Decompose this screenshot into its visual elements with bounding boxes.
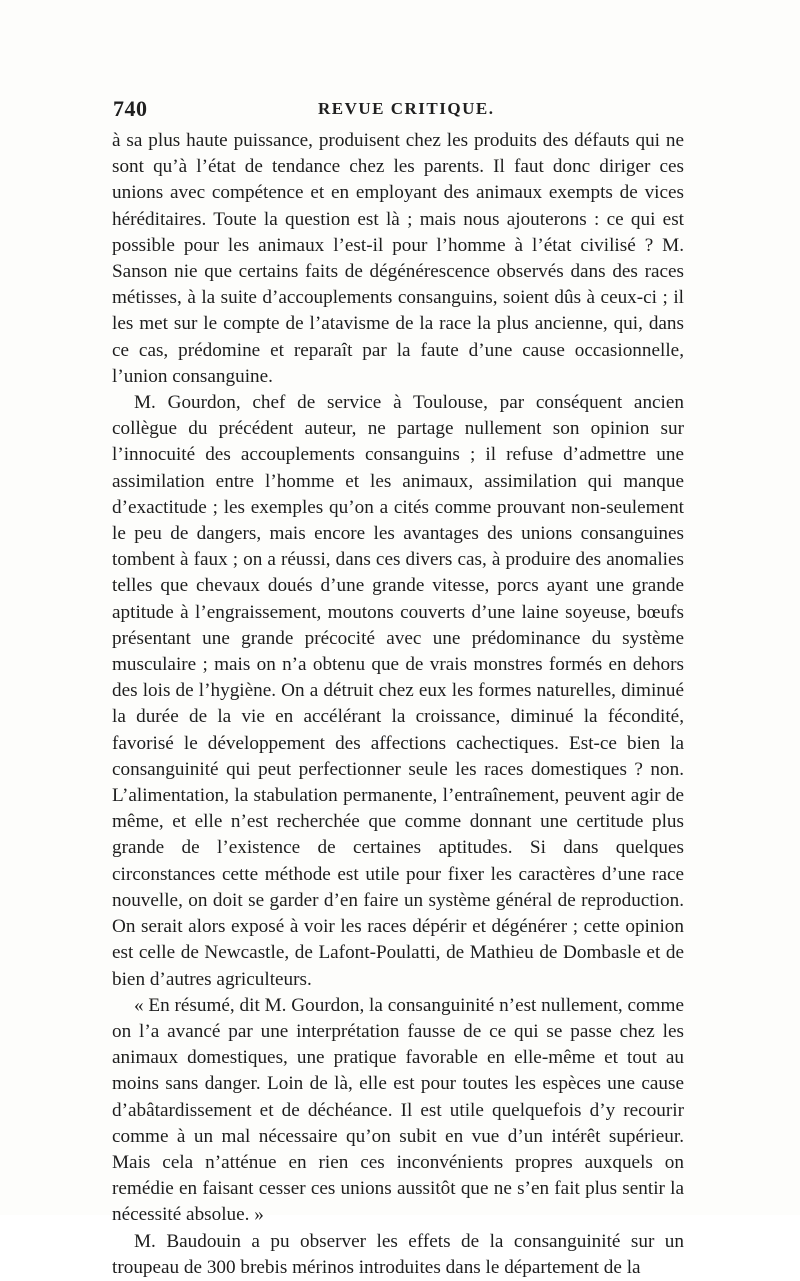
paragraph-baudouin: M. Baudouin a pu observer les effets de la consanguinité sur un troupeau de 300 brebis mérinos introduites dans le département de la: [112, 1230, 684, 1278]
page-number: 740: [113, 96, 148, 121]
page-header: [113, 96, 683, 124]
paragraph-gourdon: M. Gourdon, chef de service à Toulouse, par conséquent ancien collègue du précédent auteur, ne partage nullement son opinion sur l’innocuité des accouplements consanguins ; il refuse d’admettre une assimilation entre l’homme et les animaux, assimilation qui manque d’exactitude ; les exemples qu’on a cités comme prouvant non-seulement le peu de dangers, mais encore les avantages des unions consanguines tombent à faux ; on a réussi, dans ces divers cas, à produire des anomalies telles que chevaux doués d’une grande vitesse, porcs ayant une grande aptitude à l’engraissement, moutons couverts d’une laine soyeuse, bœufs présentant une grande précocité avec une prédominance du système musculaire ; mais on n’a obtenu que de vrais monstres formés en dehors des lois de l’hygiène. On a détruit chez eux les formes naturelles, diminué la durée de la vie en accélérant la croissance, diminué la fécondité, favorisé le développement des affections cachectiques. Est-ce bien la consanguinité qui peut perfectionner seule les races domestiques ? non. L’alimentation, la stabulation permanente, l’entraînement, peuvent agir de même, et elle n’est recherchée que comme donnant une certitude plus grande de l’existence de certaines aptitudes. Si dans quelques circonstances cette méthode est utile pour fixer les caractères d’une race nouvelle, on doit se garder d’en faire un système général de reproduction. On serait alors exposé à voir les races dépérir et dégénérer ; cette opinion est celle de Newcastle, de Lafont-Poulatti, de Mathieu de Dombasle et de bien d’autres agriculteurs.: [112, 392, 684, 990]
paragraph-quote: « En résumé, dit M. Gourdon, la consanguinité n’est nullement, comme on l’a avancé par une interprétation fausse de ce qui se passe chez les animaux domestiques, une pratique favorable en elle-même et tout au moins sans danger. Loin de là, elle est pour toutes les espèces une cause d’abâtardissement et de déchéance. Il est utile quelquefois d’y recourir comme à un mal nécessaire qu’on subit en vue d’un intérêt supérieur. Mais cela n’atténue en rien ces inconvénients propres auxquels on remédie en faisant cesser ces unions aussitôt que ne s’en fait plus sentir la nécessité absolue. »: [112, 994, 684, 1226]
paragraph-continued: à sa plus haute puissance, produisent chez les produits des défauts qui ne sont qu’à l’état de tendance chez les parents. Il faut donc diriger ces unions avec compétence et en employant des animaux exempts de vices héréditaires. Toute la question est là ; mais nous ajouterons : ce qui est possible pour les animaux l’est-il pour l’homme à l’état civilisé ? M. Sanson nie que certains faits de dégénérescence observés dans des races métisses, à la suite d’accouplements consanguins, soient dûs à ceux-ci ; il les met sur le compte de l’atavisme de la race la plus ancienne, qui, dans ce cas, prédomine et reparaît par la faute d’une cause occasionnelle, l’union consanguine.: [112, 130, 684, 387]
running-title: REVUE CRITIQUE.: [318, 99, 495, 118]
body-text: [112, 128, 684, 1281]
